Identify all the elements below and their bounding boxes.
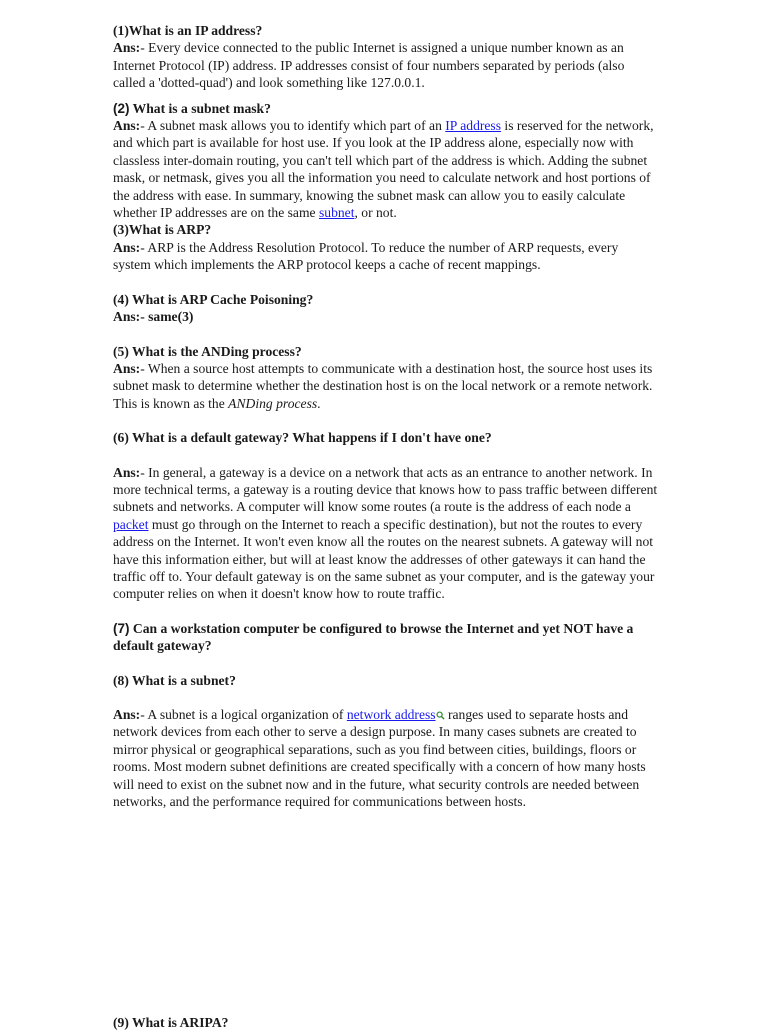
answer-text: ranges used to separate hosts and network devices from each other to serve a design purpose. In many cases subnets are created to mirror physical or geographical separations, such as you find between cities, buildings, floors or rooms. Most modern subnet definitions are created specifically with a concern of how many hosts will need to exist on the subnet now and in the future, what security controls are needed between networks, and the performance required for communications between hosts.: [113, 707, 646, 810]
question-6: (6) What is a default gateway? What happens if I don't have one?: [113, 430, 492, 446]
question-number: (7): [113, 620, 130, 636]
question-2: [113, 100, 658, 117]
network-address-link[interactable]: network address: [346, 707, 436, 722]
answer-text: must go through on the Internet to reach a specific destination), but not the routes to every address on the Internet. It won't even know all the routes on the nearest subnets. A gateway will not have this information either, but will at least know the addresses of other gateways it can hand the traffic off to. Your default gateway is on the same subnet as your computer, and is the gateway your computer relies on when it doesn't know how to route traffic.: [113, 516, 655, 602]
packet-link[interactable]: packet: [113, 516, 149, 532]
answer-text: - In general, a gateway is a device on a network that acts as an entrance to another network. In more technical terms, a gateway is a routing device that knows how to pass traffic between different subnets and networks. A computer will know some routes (a route is the address of each node a: [113, 464, 658, 515]
magnifier-icon[interactable]: [436, 711, 445, 720]
answer-text: .: [317, 395, 321, 411]
ans-label: Ans:: [113, 360, 141, 376]
question-3: (3)What is ARP?: [113, 222, 212, 238]
answer-text: - ARP is the Address Resolution Protocol. To reduce the number of ARP requests, every system which implements the ARP protocol keeps a cache of recent mappings.: [113, 239, 619, 273]
answer-text: - When a source host attempts to communicate with a destination host, the source host uses its subnet mask to determine whether the destination host is on the local network or a remote network. This is known as the: [113, 360, 653, 411]
question-number: (2): [113, 100, 130, 116]
answer-2: [113, 117, 658, 221]
question-4: (4) What is ARP Cache Poisoning?: [113, 291, 314, 307]
ans-label: Ans:: [113, 40, 141, 56]
answer-3: [113, 239, 658, 274]
ans-label: Ans:: [113, 464, 141, 480]
ans-label: Ans:: [113, 239, 141, 255]
answer-text: - A subnet mask allows you to identify which part of an: [140, 118, 446, 134]
answer-text: , or not.: [354, 205, 397, 221]
document-page: [113, 22, 658, 810]
answer-text: is reserved for the network, and which part is available for host use. If you look at the IP address alone, especially now with classless inter-domain routing, you can't tell which part of the address is which. Adding the subnet mask, or netmask, gives you all the information you need to calculate network and host portions of the address with ease. In summary, knowing the subnet mask can allow you to easily calculate whether IP addresses are on the same: [113, 118, 654, 221]
cutoff-question-9: (9) What is ARIPA?: [113, 1015, 229, 1030]
question-text: Can a workstation computer be configured to browse the Internet and yet NOT have a default gateway?: [113, 620, 634, 654]
answer-4: Ans:- same(3): [113, 309, 194, 325]
ans-label: Ans:: [113, 118, 141, 134]
question-1: (1)What is an IP address?: [113, 23, 263, 38]
question-5: (5) What is the ANDing process?: [113, 343, 302, 359]
answer-5: [113, 360, 658, 412]
answer-8: [113, 706, 658, 810]
answer-1: [113, 39, 658, 91]
subnet-link[interactable]: subnet: [318, 205, 355, 221]
question-7: [113, 620, 658, 655]
ans-label: Ans:: [113, 707, 141, 722]
answer-text: - A subnet is a logical organization of: [140, 707, 347, 722]
question-8: (8) What is a subnet?: [113, 672, 236, 688]
question-text: What is a subnet mask?: [129, 100, 271, 116]
anding-process-term: ANDing process: [228, 395, 318, 411]
ip-address-link[interactable]: IP address: [445, 118, 502, 134]
answer-text: - Every device connected to the public Internet is assigned a unique number known as an Internet Protocol (IP) address. IP addresses consist of four numbers separated by periods (also called a 'dotted-quad') and look something like 127.0.0.1.: [113, 40, 625, 91]
answer-6: [113, 464, 658, 603]
